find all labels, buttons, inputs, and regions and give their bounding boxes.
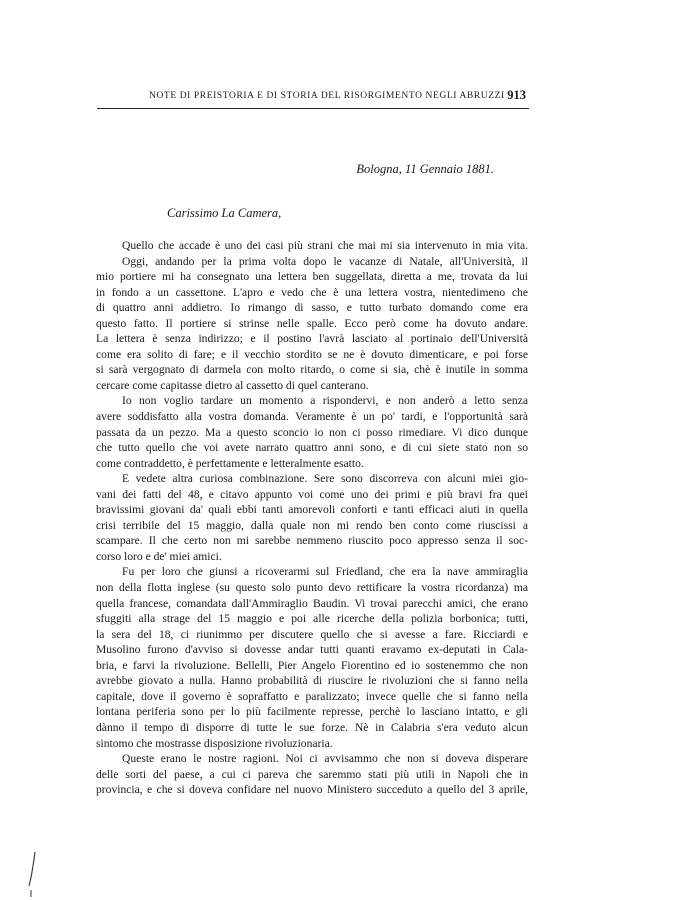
text-line: avere soddisfatto alla vostra domanda. Veramente è un po' tardi, e l'opportunità sarà: [96, 410, 528, 424]
text-line: sfuggiti alla strage del 15 maggio e poi alle ricerche della polizia borbonica; tutti,: [96, 612, 528, 626]
text-line: bravissimi giovani da' quali ebbi tanti amorevoli conforti e tanti efficaci aiuti in quella: [96, 503, 528, 517]
text-line: delle sorti del paese, a cui ci pareva che saremmo stati più utili in Napoli che in: [96, 767, 528, 781]
text-line: mio portiere mi ha consegnato una lettera ben suggellata, diretta a me, trovata da lui: [96, 270, 528, 284]
text-line: scampare. Il che certo non mi sarebbe nemmeno riuscito poco appresso senza il soc-: [96, 534, 528, 548]
text-line: si sarà vergognato di darmela con molto ritardo, o come si sia, chè è inutile in somma: [96, 363, 528, 377]
text-line: in fondo a un cassettone. L'apro e vedo che è una lettera vostra, nientedimeno che: [96, 285, 528, 299]
text-line: avrebbe giovato a nulla. Hanno probabilità di riuscire le rivoluzioni che si fanno nella: [96, 674, 528, 688]
text-line: cercare come capitasse dietro al cassetto di quel canterano.: [96, 378, 369, 392]
text-line: Queste erano le nostre ragioni. Noi ci avvisammo che non si doveva disperare: [122, 752, 528, 766]
text-line: capitale, dove il governo è sopraffatto e paralizzato; invece quelle che si fanno nella: [96, 689, 528, 703]
text-line: vani dei fatti del 48, e citavo appunto voi come uno dei primi e più bravi fra quei: [96, 487, 528, 501]
text-line: sintomo che mostrasse disposizione rivoluzionaria.: [96, 736, 333, 750]
text-line: di quattro anni addietro. Io rimango di sasso, e tutto turbato domando come era: [96, 301, 528, 315]
text-line: lontana periferia sono per lo più facilmente represse, perchè lo lasciano intatto, e gli: [96, 705, 528, 719]
text-line: provincia, e che si doveva confidare nel nuovo Ministero succeduto a quello del 3 aprile,: [96, 783, 528, 797]
text-line: quella francese, comandata dall'Ammiraglio Baudin. Vi trovai parecchi amici, che erano: [96, 596, 528, 610]
text-line: bria, e farvi la rivoluzione. Bellelli, Pier Angelo Fiorentino ed io sostenemmo che non: [96, 658, 528, 672]
letter-body: [96, 238, 528, 798]
text-line: non della flotta inglese (su questo solo punto devo rettificare la vostra ricordanza) ma: [96, 581, 528, 595]
text-line: La lettera è senza indirizzo; e il postino l'avrà lasciato al portinaio dell'Università: [96, 332, 528, 346]
running-head-title: NOTE DI PREISTORIA E DI STORIA DEL RISORGIMENTO NEGLI ABRUZZI: [149, 91, 505, 101]
text-line: che tutto quello che voi avete narrato quattro anni sono, e di cui siete stato non so: [96, 441, 528, 455]
letter-dateline: Bologna, 11 Gennaio 1881.: [356, 162, 494, 176]
text-line: E vedete altra curiosa combinazione. Sere sono discorreva con alcuni miei gio-: [122, 472, 528, 486]
text-line: crisi terribile del 15 maggio, dalla quale non mi rendo ben conto come riuscissi a: [96, 518, 528, 532]
text-line: questo fatto. Il portiere si strinse nelle spalle. Ecco però come ha dovuto andare.: [96, 316, 528, 330]
text-line: Musolino furono d'avviso si dovesse andar tutti quanti eravamo ex-deputati in Cala-: [96, 643, 528, 657]
text-line: corso loro e de' miei amici.: [96, 549, 222, 563]
text-line: come contraddetto, è perfettamente e letteralmente esatto.: [96, 456, 364, 470]
text-line: Fu per loro che giunsi a ricoverarmi sul Friedland, che era la nave ammiraglia: [122, 565, 528, 579]
text-line: passata da un pezzo. Ma a questo sconcio io non ci posso rimediare. Vi dico dunque: [96, 425, 528, 439]
text-line: Oggi, andando per la prima volta dopo le vacanze di Natale, all'Università, il: [122, 254, 528, 268]
running-header: [97, 88, 529, 109]
letter-salutation: Carissimo La Camera,: [167, 206, 282, 220]
margin-pencil-mark: [26, 850, 40, 898]
text-line: la sera del 18, ci riunimmo per discutere quello che si avesse a fare. Ricciardi e: [96, 627, 528, 641]
text-line: Quello che accade è uno dei casi più strani che mai mi sia intervenuto in mia vita.: [122, 239, 528, 252]
text-line: come era solito di fare; e il vecchio stordito se ne è dovuto dimenticare, e poi forse: [96, 347, 528, 361]
text-line: dànno il tempo di disporre di tutte le sue forze. Nè in Calabria s'era veduto alcun: [96, 720, 528, 734]
text-line: Io non voglio tardare un momento a rispondervi, e non anderò a letto senza: [122, 394, 528, 408]
page-number: 913: [507, 88, 526, 102]
